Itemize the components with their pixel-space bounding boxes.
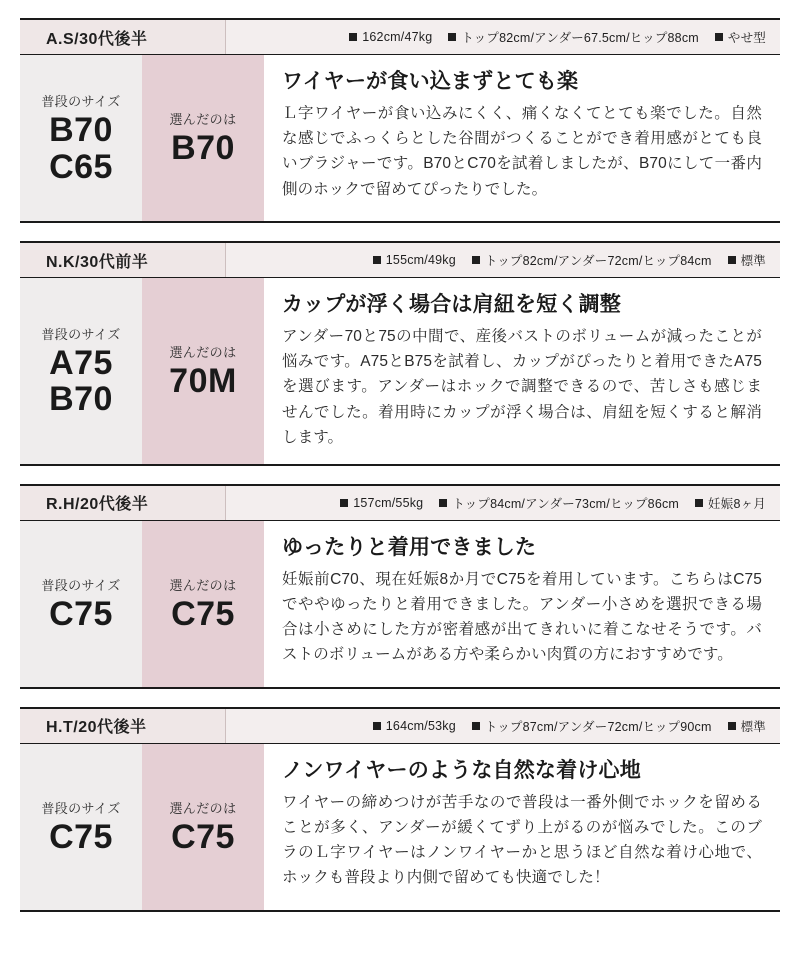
reviewer-stats [226,243,780,277]
usual-size-label: 普段のサイズ [41,577,121,593]
stat-item [472,717,712,735]
review-body [20,55,780,221]
review-text-column [264,55,780,221]
stat-text: 164cm/53kg [385,718,456,733]
square-bullet-icon [340,499,348,507]
reviewer-name: H.T/20代後半 [20,709,226,743]
review-body [20,744,780,910]
stat-text: トップ84cm/アンダー73cm/ヒップ86cm [452,496,680,511]
square-bullet-icon [439,499,447,507]
reviewer-stats [226,20,780,54]
stat-text: やせ型 [727,31,766,45]
stat-item [695,494,766,512]
reviewer-name: A.S/30代後半 [20,20,226,54]
review-body [20,521,780,687]
chosen-size-column [142,278,264,464]
stat-text: トップ82cm/アンダー67.5cm/ヒップ88cm [461,31,699,45]
chosen-size-label: 選んだのは [169,112,237,128]
square-bullet-icon [373,722,381,730]
chosen-size-label: 選んだのは [169,800,237,816]
review-text: アンダー70と75の中間で、産後バストのボリュームが減ったことが悩みです。A75とB75を試着し、カップがぴったりと着用できたA75を選びます。アンダーはホックで調整できるので、苦しさも感じませんでした。着用時にカップが浮く場合は、肩紐を短くすると解消します。 [282,328,762,446]
stat-item [340,496,423,510]
square-bullet-icon [472,722,480,730]
square-bullet-icon [728,256,736,264]
usual-size-column [20,744,142,910]
square-bullet-icon [715,33,723,41]
usual-size-label: 普段のサイズ [41,326,121,342]
chosen-size-column [142,744,264,910]
review-header [20,243,780,278]
chosen-size-label: 選んだのは [169,345,237,361]
review-card [20,484,780,689]
review-body [20,278,780,464]
review-text: 妊娠前C70、現在妊娠8か月でC75を着用しています。こちらはC75でややゆったりと着用できました。アンダー小さめを選択できる場合は小さめにした方が密着感が出てきれいに着こなせそうです。バストのボリュームがある方や柔らかい肉質の方におすすめです。 [282,571,762,664]
chosen-size-value: 70M [169,362,237,401]
review-title: ゆったりと着用できました [282,535,537,559]
stat-item [448,28,699,46]
chosen-size-value: C75 [171,817,235,856]
review-header [20,709,780,744]
review-text-column [264,278,780,464]
chosen-size-value: B70 [171,129,235,168]
stat-text: 標準 [740,719,766,734]
review-header [20,486,780,521]
stat-item [349,30,432,44]
chosen-size-value: C75 [171,594,235,633]
square-bullet-icon [349,33,357,41]
square-bullet-icon [728,722,736,730]
stat-item [715,28,766,46]
usual-size-column [20,55,142,221]
stat-text: 155cm/49kg [385,253,456,267]
usual-size-column [20,521,142,687]
stat-text: 標準 [740,254,766,268]
review-card [20,18,780,223]
reviewer-name: R.H/20代後半 [20,486,226,520]
review-title: カップが浮く場合は肩紐を短く調整 [282,293,621,316]
reviewer-stats [226,486,780,520]
review-text: Ｌ字ワイヤーが食い込みにくく、痛くなくてとても楽でした。自然な感じでふっくらとした谷間がつくることができ着用感がとても良いブラジャーです。B70とC70を試着しましたが、B70にして一番内側のホックで留めてぴったりでした。 [282,105,762,198]
usual-size-value: C75 [49,594,113,633]
usual-size-label: 普段のサイズ [41,800,121,816]
review-header [20,20,780,55]
stat-item [373,253,456,267]
stat-text: 157cm/55kg [353,495,424,510]
chosen-size-label: 選んだのは [169,577,237,593]
stat-item [439,494,679,512]
review-text: ワイヤーの締めつけが苦手なので普段は一番外側でホックを留めることが多く、アンダーが緩くてずり上がるのが悩みでした。このブラのＬ字ワイヤーはノンワイヤーかと思うほど自然な着け心地で、ホックも普段より内側で留めても快適でした！ [282,794,762,887]
square-bullet-icon [472,256,480,264]
reviewer-stats [226,709,780,743]
stat-text: トップ87cm/アンダー72cm/ヒップ90cm [484,719,712,734]
usual-size-label: 普段のサイズ [41,93,121,109]
stat-item [373,719,456,733]
chosen-size-column [142,521,264,687]
stat-item [728,717,766,735]
usual-size-value: C75 [49,817,113,856]
square-bullet-icon [373,256,381,264]
square-bullet-icon [695,499,703,507]
review-title: ワイヤーが食い込まずとても楽 [282,70,579,93]
usual-size-value: B70 C65 [49,110,113,186]
chosen-size-column [142,55,264,221]
usual-size-value: A75 B70 [49,343,113,419]
review-card [20,241,780,466]
review-title: ノンワイヤーのような自然な着け心地 [282,758,641,782]
stat-text: 妊娠8ヶ月 [708,496,766,511]
usual-size-column [20,278,142,464]
review-card [20,707,780,912]
square-bullet-icon [448,33,456,41]
stat-text: トップ82cm/アンダー72cm/ヒップ84cm [484,254,712,268]
stat-item [728,251,766,269]
stat-text: 162cm/47kg [362,30,433,44]
review-text-column [264,521,780,687]
reviewer-name: N.K/30代前半 [20,243,226,277]
stat-item [472,251,712,269]
review-text-column [264,744,780,910]
